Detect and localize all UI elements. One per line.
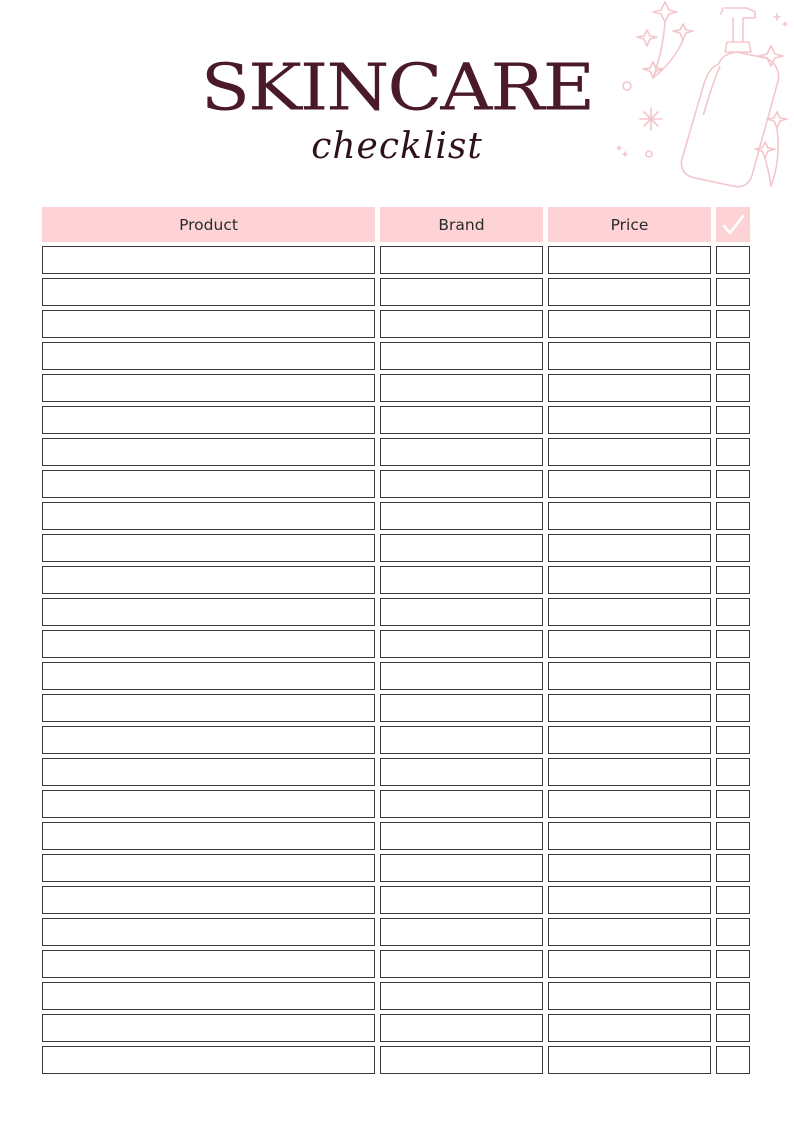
brand-cell[interactable] [380, 918, 543, 946]
product-cell[interactable] [42, 438, 375, 466]
checkmark-icon [720, 212, 746, 238]
check-cell[interactable] [716, 918, 750, 946]
price-cell[interactable] [548, 790, 711, 818]
product-cell[interactable] [42, 342, 375, 370]
check-cell[interactable] [716, 694, 750, 722]
brand-cell[interactable] [380, 790, 543, 818]
product-column-header: Product [42, 207, 375, 242]
check-cell[interactable] [716, 278, 750, 306]
brand-cell[interactable] [380, 630, 543, 658]
price-column-header: Price [548, 207, 711, 242]
product-cell[interactable] [42, 662, 375, 690]
check-cell[interactable] [716, 1046, 750, 1074]
table-row [42, 630, 752, 658]
product-cell[interactable] [42, 694, 375, 722]
product-cell[interactable] [42, 470, 375, 498]
table-row [42, 662, 752, 690]
check-cell[interactable] [716, 246, 750, 274]
page-subtitle: checklist [311, 126, 483, 167]
brand-cell[interactable] [380, 662, 543, 690]
product-cell[interactable] [42, 278, 375, 306]
check-cell[interactable] [716, 566, 750, 594]
table-row [42, 598, 752, 626]
brand-cell[interactable] [380, 342, 543, 370]
price-cell[interactable] [548, 246, 711, 274]
brand-cell[interactable] [380, 950, 543, 978]
check-cell[interactable] [716, 758, 750, 786]
check-cell[interactable] [716, 502, 750, 530]
price-cell[interactable] [548, 886, 711, 914]
brand-column-header: Brand [380, 207, 543, 242]
product-cell[interactable] [42, 246, 375, 274]
brand-cell[interactable] [380, 694, 543, 722]
product-cell[interactable] [42, 854, 375, 882]
brand-cell[interactable] [380, 246, 543, 274]
product-cell[interactable] [42, 950, 375, 978]
check-cell[interactable] [716, 342, 750, 370]
product-cell[interactable] [42, 502, 375, 530]
check-cell[interactable] [716, 374, 750, 402]
check-cell[interactable] [716, 310, 750, 338]
table-row [42, 886, 752, 914]
check-cell[interactable] [716, 630, 750, 658]
check-cell[interactable] [716, 438, 750, 466]
price-cell[interactable] [548, 502, 711, 530]
table-row [42, 246, 752, 274]
price-cell[interactable] [548, 982, 711, 1010]
price-cell[interactable] [548, 470, 711, 498]
table-row [42, 1046, 752, 1074]
check-cell[interactable] [716, 1014, 750, 1042]
brand-cell[interactable] [380, 310, 543, 338]
product-cell[interactable] [42, 1014, 375, 1042]
brand-cell[interactable] [380, 278, 543, 306]
table-row [42, 502, 752, 530]
check-cell[interactable] [716, 886, 750, 914]
price-cell[interactable] [548, 406, 711, 434]
brand-cell[interactable] [380, 406, 543, 434]
table-row [42, 342, 752, 370]
table-row [42, 758, 752, 786]
check-cell[interactable] [716, 950, 750, 978]
price-cell[interactable] [548, 342, 711, 370]
product-cell[interactable] [42, 598, 375, 626]
check-cell[interactable] [716, 662, 750, 690]
brand-cell[interactable] [380, 1014, 543, 1042]
product-cell[interactable] [42, 726, 375, 754]
table-row [42, 790, 752, 818]
price-cell[interactable] [548, 854, 711, 882]
product-cell[interactable] [42, 758, 375, 786]
brand-cell[interactable] [380, 726, 543, 754]
check-cell[interactable] [716, 854, 750, 882]
table-row [42, 694, 752, 722]
check-cell[interactable] [716, 598, 750, 626]
table-row [42, 470, 752, 498]
table-row [42, 310, 752, 338]
price-cell[interactable] [548, 310, 711, 338]
price-cell[interactable] [548, 918, 711, 946]
product-cell[interactable] [42, 982, 375, 1010]
brand-cell[interactable] [380, 822, 543, 850]
price-cell[interactable] [548, 726, 711, 754]
product-cell[interactable] [42, 790, 375, 818]
price-cell[interactable] [548, 630, 711, 658]
check-cell[interactable] [716, 790, 750, 818]
table-row [42, 1014, 752, 1042]
check-cell[interactable] [716, 534, 750, 562]
table-row [42, 406, 752, 434]
table-row [42, 918, 752, 946]
price-cell[interactable] [548, 950, 711, 978]
brand-cell[interactable] [380, 886, 543, 914]
brand-cell[interactable] [380, 1046, 543, 1074]
price-cell[interactable] [548, 438, 711, 466]
price-cell[interactable] [548, 694, 711, 722]
product-cell[interactable] [42, 886, 375, 914]
table-row [42, 534, 752, 562]
price-cell[interactable] [548, 1014, 711, 1042]
price-cell[interactable] [548, 758, 711, 786]
brand-cell[interactable] [380, 566, 543, 594]
product-cell[interactable] [42, 630, 375, 658]
table-row [42, 950, 752, 978]
brand-cell[interactable] [380, 982, 543, 1010]
price-cell[interactable] [548, 566, 711, 594]
price-cell[interactable] [548, 374, 711, 402]
check-column-header [716, 207, 750, 242]
brand-cell[interactable] [380, 438, 543, 466]
lotion-bottle-with-sparkles-icon [605, 0, 794, 195]
table-row [42, 374, 752, 402]
product-cell[interactable] [42, 406, 375, 434]
product-cell[interactable] [42, 822, 375, 850]
table-row [42, 982, 752, 1010]
price-cell[interactable] [548, 662, 711, 690]
check-cell[interactable] [716, 982, 750, 1010]
table-header-row [42, 207, 752, 242]
price-cell[interactable] [548, 598, 711, 626]
table-row [42, 438, 752, 466]
page-title: SKINCARE [200, 49, 594, 125]
brand-cell[interactable] [380, 502, 543, 530]
table-row [42, 822, 752, 850]
table-body [42, 246, 752, 1074]
table-row [42, 566, 752, 594]
product-cell[interactable] [42, 1046, 375, 1074]
product-cell[interactable] [42, 566, 375, 594]
price-cell[interactable] [548, 534, 711, 562]
brand-cell[interactable] [380, 758, 543, 786]
checklist-table [42, 207, 752, 1078]
table-row [42, 854, 752, 882]
check-cell[interactable] [716, 822, 750, 850]
price-cell[interactable] [548, 822, 711, 850]
brand-cell[interactable] [380, 854, 543, 882]
brand-cell[interactable] [380, 470, 543, 498]
check-cell[interactable] [716, 470, 750, 498]
brand-cell[interactable] [380, 374, 543, 402]
product-cell[interactable] [42, 534, 375, 562]
table-row [42, 726, 752, 754]
brand-cell[interactable] [380, 598, 543, 626]
price-cell[interactable] [548, 1046, 711, 1074]
table-row [42, 278, 752, 306]
price-cell[interactable] [548, 278, 711, 306]
product-cell[interactable] [42, 374, 375, 402]
product-cell[interactable] [42, 918, 375, 946]
check-cell[interactable] [716, 726, 750, 754]
product-cell[interactable] [42, 310, 375, 338]
check-cell[interactable] [716, 406, 750, 434]
brand-cell[interactable] [380, 534, 543, 562]
